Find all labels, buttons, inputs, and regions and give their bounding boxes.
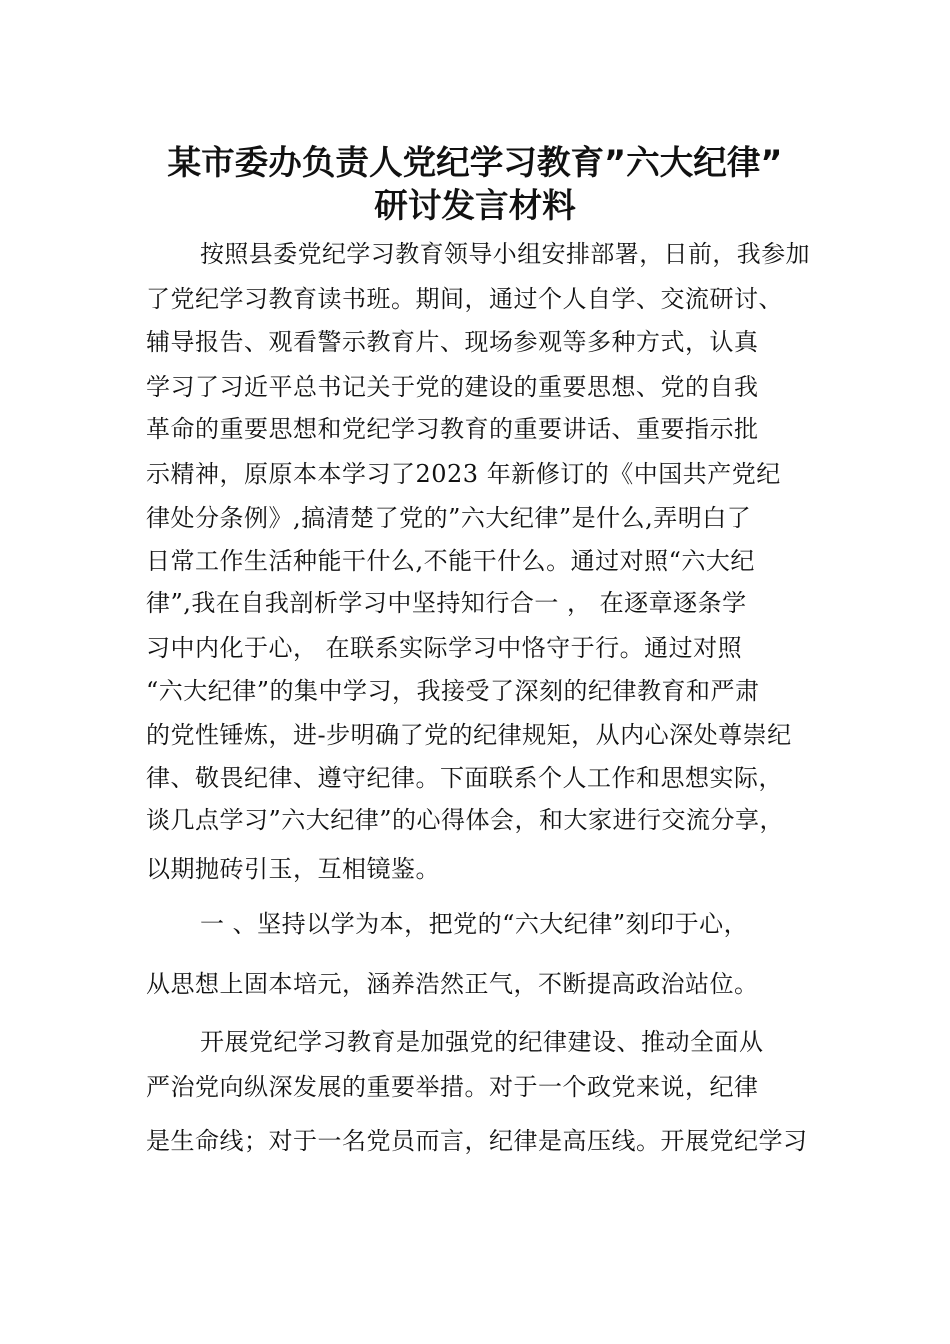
body-line: 日常工作生活种能干什么,不能干什么。通过对照“六大纪 xyxy=(146,547,755,575)
body-line: 律”,我在自我剖析学习中坚持知行合一 ， 在逐章逐条学 xyxy=(146,589,747,617)
body-line: 是生命线；对于一名党员而言，纪律是高压线。开展党纪学习 xyxy=(146,1127,808,1155)
body-line: 示精神，原原本本学习了2023 年新修订的《中国共产党纪 xyxy=(146,460,781,488)
body-line: 辅导报告、观看警示教育片、现场参观等多种方式，认真 xyxy=(146,328,759,356)
body-line: 开展党纪学习教育是加强党的纪律建设、推动全面从 xyxy=(200,1028,764,1056)
body-line: 律、敬畏纪律、遵守纪律。下面联系个人工作和思想实际， xyxy=(146,764,783,792)
body-line: 的党性锤炼，进-步明确了党的纪律规矩，从内心深处尊崇纪 xyxy=(146,721,792,749)
body-line: 律处分条例》,搞清楚了党的”六大纪律”是什么,弄明白了 xyxy=(146,504,752,532)
body-line: 以期抛砖引玉，互相镜鉴。 xyxy=(146,855,440,883)
body-line: “六大纪律”的集中学习，我接受了深刻的纪律教育和严肃 xyxy=(146,677,760,705)
body-line: 谈几点学习”六大纪律”的心得体会，和大家进行交流分享， xyxy=(146,806,785,834)
body-line: 革命的重要思想和党纪学习教育的重要讲话、重要指示批 xyxy=(146,415,759,443)
body-line: 学习了习近平总书记关于党的建设的重要思想、党的自我 xyxy=(146,373,759,401)
body-line: 习中内化于心， 在联系实际学习中恪守于行。通过对照 xyxy=(146,634,743,662)
body-line: 严治党向纵深发展的重要举措。对于一个政党来说，纪律 xyxy=(146,1073,759,1101)
section-heading: 一 、坚持以学为本，把党的“六大纪律”刻印于心， xyxy=(200,910,749,938)
section-heading-continued: 从思想上固本培元，涵养浩然正气，不断提高政治站位。 xyxy=(146,970,759,998)
body-line: 了党纪学习教育读书班。期间，通过个人自学、交流研讨、 xyxy=(146,285,783,313)
body-line: 按照县委党纪学习教育领导小组安排部署，日前，我参加 xyxy=(200,240,810,268)
title-line-2: 研讨发言材料 xyxy=(374,186,576,225)
title-line-1: 某市委办负责人党纪学习教育”六大纪律” xyxy=(167,143,783,182)
